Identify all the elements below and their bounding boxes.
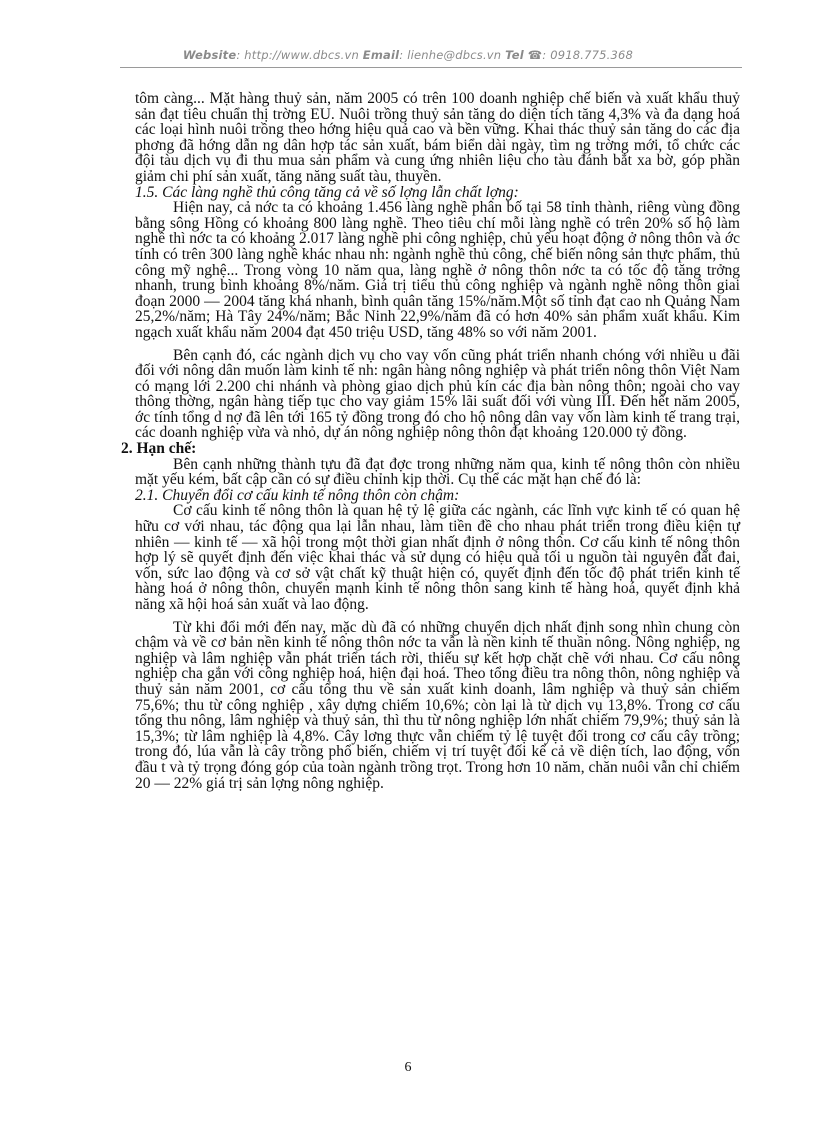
page-number: 6 [404,1060,412,1075]
heading-1-5: 1.5. Các làng nghề thủ công tăng cả về số lợng lẫn chất lợng: [135,183,519,201]
paragraph-economic-structure: Cơ cấu kinh tế nông thôn là quan hệ tỷ lệ giữa các ngành, các lĩnh vực kinh tế có quan hệ hữu cơ với nhau, tác động qua lại lẫn nhau, làm tiền đề cho nhau phát triển trong điều kiện tự nhiên — kinh tế — xã hội trong một thời gian nhất định ở nông thôn. Cơ cấu kinh tế nông thôn hợp lý sẽ quyết định đến việc khai thác và sử dụng có hiệu quả tối u nguồn tài nguyên đất đai, vốn, sức lao động và cơ sở vật chất kỹ thuật hiện có, quyết định đến tốc độ phát triển kinh tế hàng hoá ở nông thôn, chuyển mạnh kinh tế nông thôn sang kinh tế hàng hoá, quyết định khả năng xã hội hoá sản xuất và lao động. [135,502,740,613]
header-divider [120,67,742,68]
paragraph-limitations: Bên cạnh những thành tựu đã đạt đợc trong những năm qua, kinh tế nông thôn còn nhiều mặt yếu kém, bất cập cần có sự điều chỉnh kịp thời. Cụ thể các mặt hạn chế đó là: [135,455,740,489]
website-value: : http://www.dbcs.vn [236,48,359,62]
website-label: Website [182,48,237,62]
paragraph-craft-villages: Hiện nay, cả nớc ta có khoảng 1.456 làng nghề phân bố tại 58 tỉnh thành, riêng vùng đồng bằng sông Hồng có khoảng 800 làng nghề. Theo tiêu chí mỗi làng nghề có trên 20% số hộ làm nghề thì nớc ta có khoảng 2.017 làng nghề phi công nghiệp, chủ yếu hoạt động ở nông thôn và ớc tính có trên 300 làng nghề khác nhau nh: ngành nghề thủ công, chế biến nông sản thực phẩm, thủ công mỹ nghệ... Trong vòng 10 năm qua, làng nghề ở nông thôn nớc ta có tốc độ tăng trởng nhanh, trung bình khoảng 8%/năm. Giá trị tiểu thủ công nghiệp và ngành nghề nông thôn giai đoạn 2000 — 2004 tăng khá nhanh, bình quân tăng 15%/năm.Một số tỉnh đạt cao nh Quảng Nam 25,2%/năm; Hà Tây 24%/năm; Bắc Ninh 22,9%/năm đã có hơn 40% sản phẩm xuất khẩu. Kim ngạch xuất khẩu năm 2004 đạt 450 triệu USD, tăng 48% so với năm 2001. [135,199,740,341]
document-body [121,90,740,792]
paragraph-slow-transition: Từ khi đổi mới đến nay, mặc dù đã có những chuyển dịch nhất định song nhìn chung còn chậm và về cơ bản nền kinh tế nông thôn nớc ta vẫn là nền kinh tế thuần nông. Nông nghiệp, ng nghiệp và lâm nghiệp vẫn phát triển tách rời, thiếu sự kết hợp chặt chẽ với nhau. Cơ cấu nông nghiệp cha gắn với công nghiệp hoá, hiện đại hoá. Theo tổng điều tra nông thôn, nông nghiệp và thuỷ sản năm 2001, cơ cấu tổng thu về sản xuất kinh doanh, lâm nghiệp và thuỷ sản chiếm 75,6%; thu từ công nghiệp , xây dựng chiếm 10,6%; còn lại là từ dịch vụ 13,8%. Trong cơ cấu tổng thu nông, lâm nghiệp và thuỷ sản, thì thu từ nông nghiệp lớn nhất chiếm 79,9%; thuỷ sản là 15,3%; từ lâm nghiệp là 4,8%. Cây lơng thực vẫn chiếm tỷ lệ tuyệt đối trong cơ cấu cây trồng; trong đó, lúa vẫn là cây trồng phổ biến, chiếm vị trí tuyệt đối kể cả về diện tích, lao động, vốn đầu t và tỷ trọng đóng góp của toàn ngành trồng trọt. Trong hơn 10 năm, chăn nuôi vẫn chỉ chiếm 20 — 22% giá trị sản lợng nông nghiệp. [135,618,740,792]
tel-label: Tel [505,48,524,62]
heading-2-1: 2.1. Chuyển đổi cơ cấu kinh tế nông thôn còn chậm: [135,486,460,504]
heading-2: 2. Hạn chế: [121,440,197,458]
paragraph-credit-services: Bên cạnh đó, các ngành dịch vụ cho vay vốn cũng phát triển nhanh chóng với nhiều u đãi đối với nông dân muốn làm kinh tế nh: ngân hàng nông nghiệp và phát triển nông thôn Việt Nam có mạng lới 2.200 chi nhánh và phòng giao dịch phủ kín các địa bàn nông thôn; ngoài cho vay thông thờng, ngân hàng tiếp tục cho vay giảm 15% lãi suất đối với vùng III. Đến hết năm 2005, ớc tính tổng d nợ đã lên tới 165 tỷ đồng trong đó cho hộ nông dân vay vốn làm kinh tế trang trại, các doanh nghiệp vừa và nhỏ, dự án nông nghiệp nông thôn đạt khoảng 120.000 tỷ đồng. [135,346,740,442]
tel-value: : 0918.775.368 [542,48,634,62]
paragraph-seafood: tôm càng... Mặt hàng thuỷ sản, năm 2005 có trên 100 doanh nghiệp chế biến và xuất khẩu thuỷ sản đạt tiêu chuẩn thị trờng EU. Nuôi trồng thuỷ sản tăng do diện tích tăng 4,3% và đa dạng hoá các loại hình nuôi trồng theo hớng hiệu quả cao và bền vững. Khai thác thuỷ sản tăng do các địa phơng đã hớng dẫn ng dân hợp tác sản xuất, bám biển dài ngày, tìm ng trờng mới, tổ chức các đội tàu dịch vụ đi thu mua sản phẩm và cung ứng nhiên liệu cho tàu đánh bắt xa bờ, góp phần giảm chi phí sản xuất, tăng năng suất tàu, thuyền. [135,90,740,185]
phone-icon: ☎ [527,48,543,62]
email-label: Email [362,48,400,62]
page-header [0,48,816,62]
email-value: : lienhe@dbcs.vn [399,48,502,62]
